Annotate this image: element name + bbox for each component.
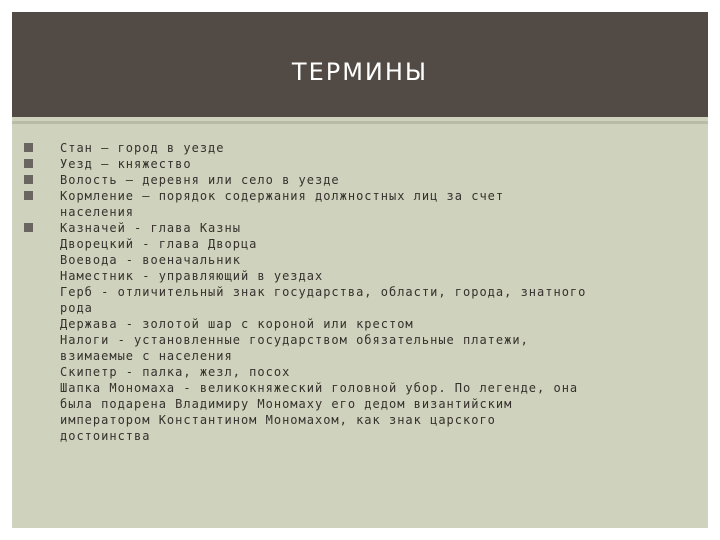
list-item-text: взимаемые с населения: [60, 349, 233, 363]
list-item-text: была подарена Владимиру Мономаху его дедом византийским: [60, 397, 513, 411]
list-item: [60, 188, 690, 220]
list-item-text: Герб - отличительный знак государства, области, города, знатного: [60, 285, 587, 299]
list-item: [60, 156, 690, 172]
list-item: [60, 220, 690, 444]
list-item-text: Шапка Мономаха - великокняжеский головной убор. По легенде, она: [60, 381, 579, 395]
title-band: [12, 12, 708, 117]
square-bullet-icon: [24, 220, 34, 236]
list-item-text: Казначей - глава Казны: [60, 221, 241, 235]
list-item-text: Держава - золотой шар с короной или крестом: [60, 317, 414, 331]
list-item-text: Наместник - управляющий в уездах: [60, 269, 324, 283]
list-item-text: Налоги - установленные государством обязательные платежи,: [60, 333, 529, 347]
square-bullet-icon: [24, 188, 34, 204]
list-item: [60, 172, 690, 188]
list-item-text: достоинства: [60, 429, 151, 443]
list-item-text: населения: [60, 205, 135, 219]
list-item-text: Воевода - военачальник: [60, 253, 241, 267]
list-item-text: Скипетр - палка, жезл, посох: [60, 365, 291, 379]
list-item-text: Стан – город в уезде: [60, 141, 225, 155]
bullet-list: [60, 140, 690, 444]
slide: [12, 12, 708, 528]
title-divider: [12, 121, 708, 124]
list-item: [60, 140, 690, 156]
square-bullet-icon: [24, 172, 34, 188]
list-item-text: императором Константином Мономахом, как знак царского: [60, 413, 496, 427]
list-item-text: рода: [60, 301, 93, 315]
square-bullet-icon: [24, 156, 34, 172]
slide-title: ТЕРМИНЫ: [291, 58, 429, 86]
list-item-text: Кормление – порядок содержания должностных лиц за счет: [60, 189, 505, 203]
list-item-text: Волость – деревня или село в уезде: [60, 173, 340, 187]
list-item-text: Дворецкий - глава Дворца: [60, 237, 258, 251]
square-bullet-icon: [24, 140, 34, 156]
list-item-text: Уезд – княжество: [60, 157, 192, 171]
